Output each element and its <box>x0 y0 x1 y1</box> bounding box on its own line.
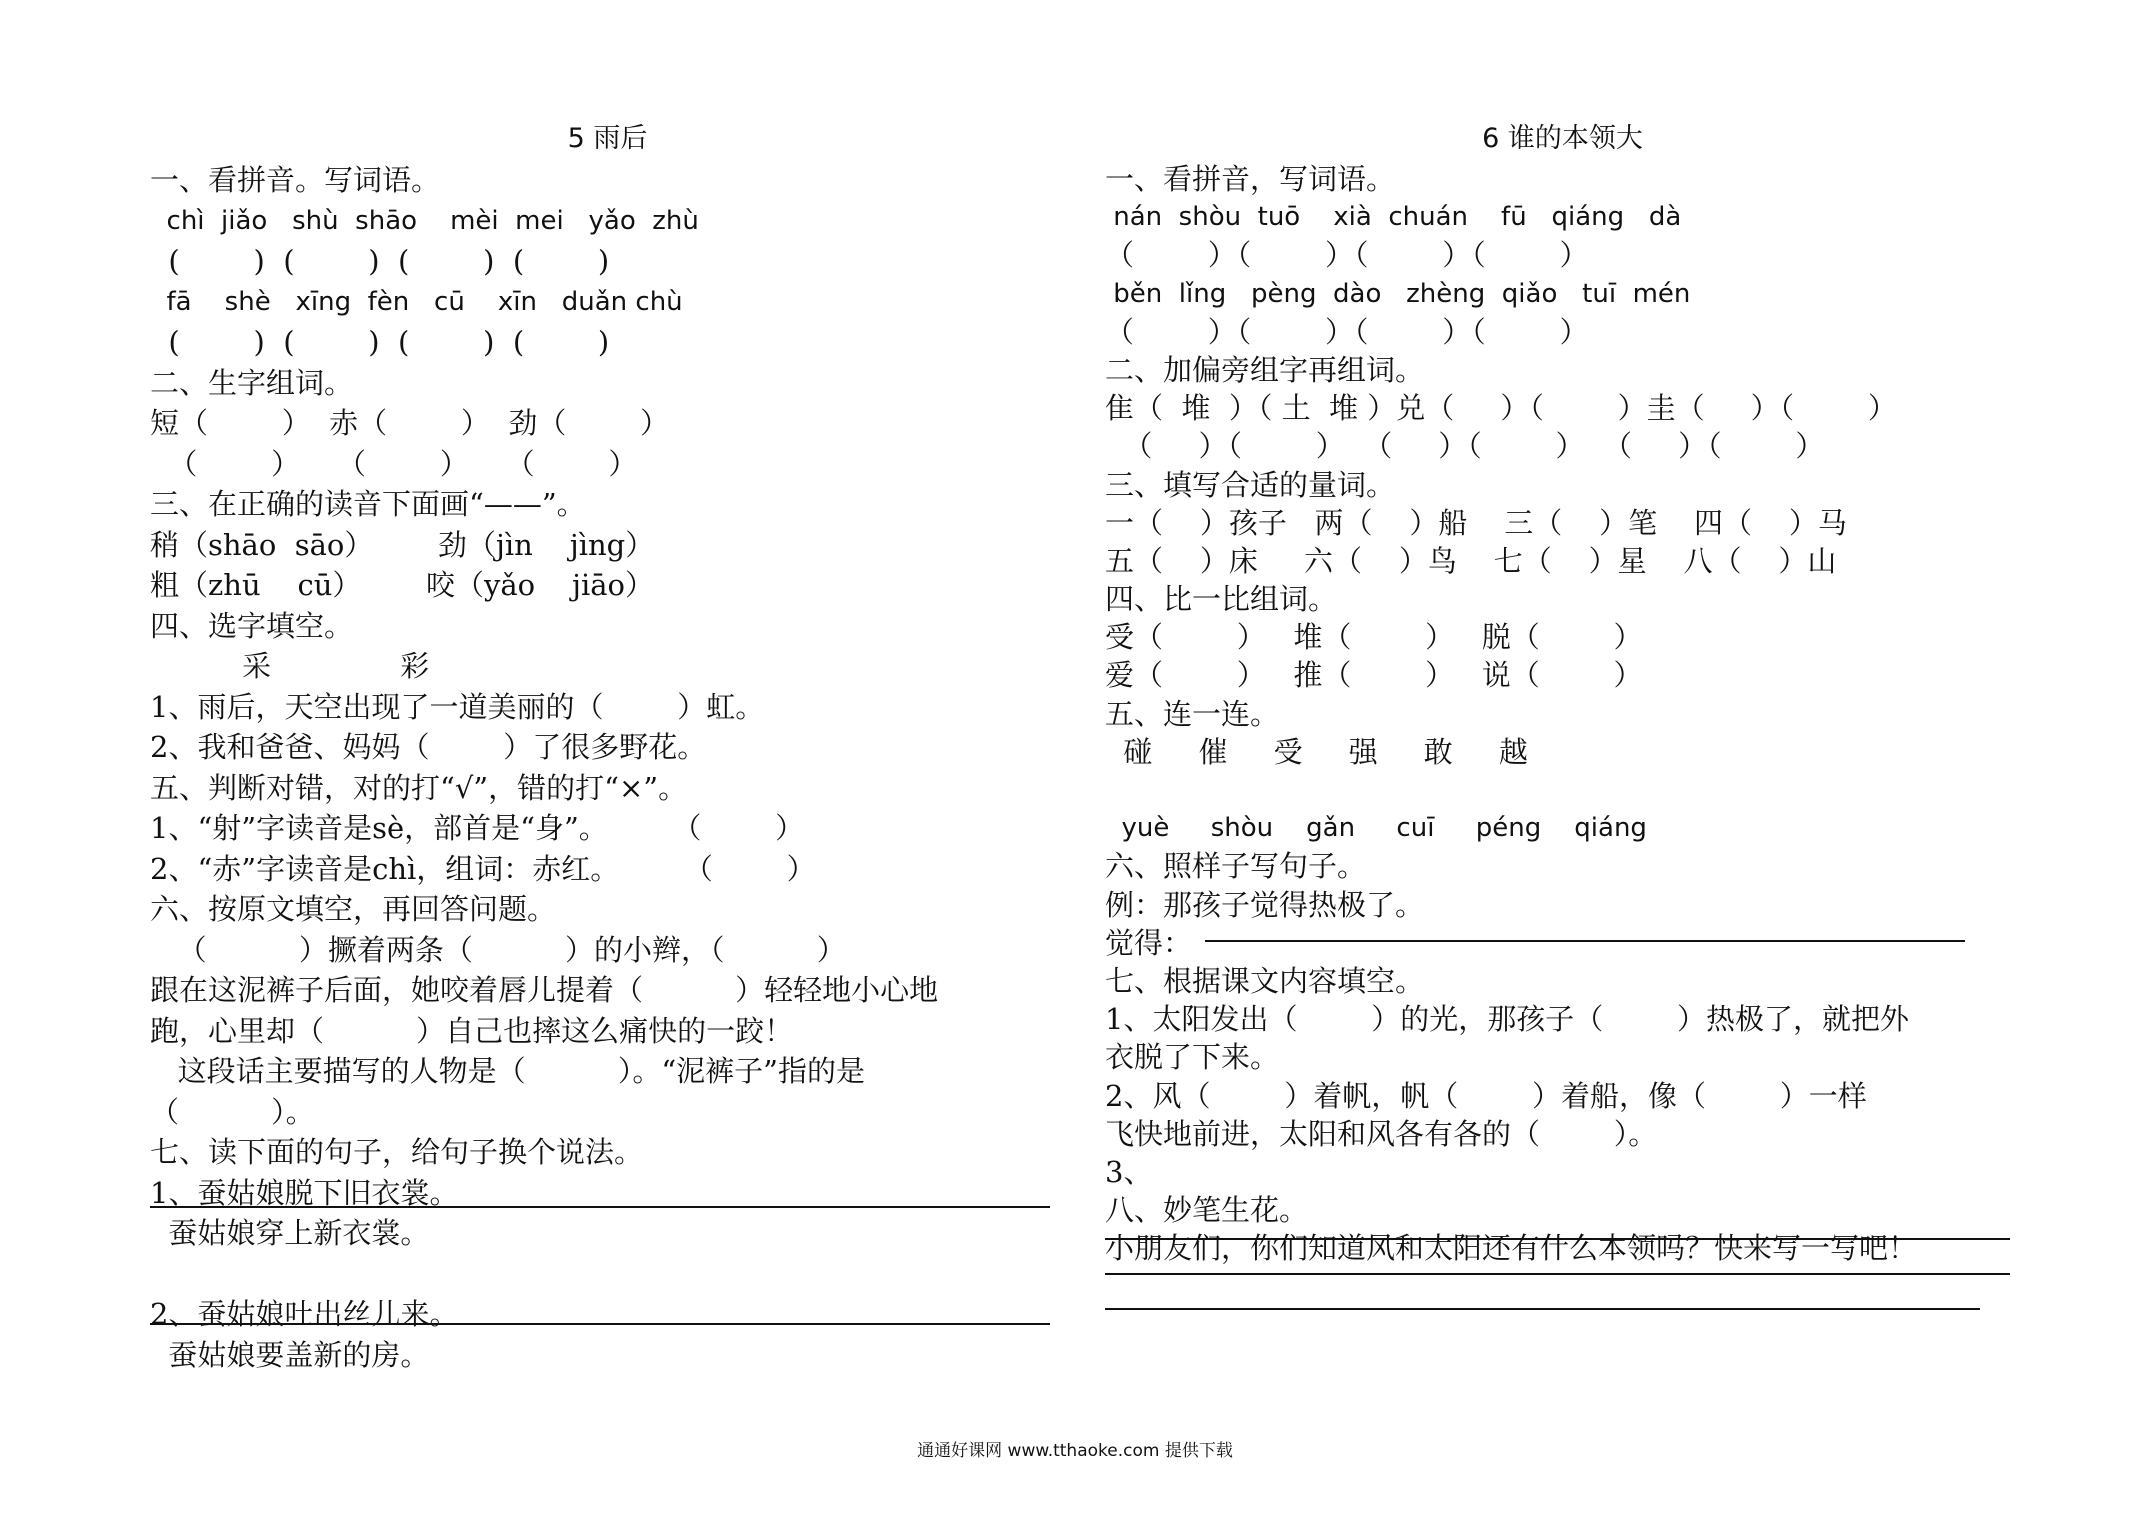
worksheet-line: 四、比一比组词。 <box>1105 582 1338 617</box>
worksheet-line: 1、雨后，天空出现了一道美丽的（ ）虹。 <box>150 689 765 724</box>
worksheet-line: 三、在正确的读音下面画“——”。 <box>150 487 586 521</box>
worksheet-line: 二、加偏旁组字再组词。 <box>1105 352 1425 387</box>
worksheet-line: 例：那孩子觉得热极了。 <box>1105 887 1425 922</box>
worksheet-line: 衣脱了下来。 <box>1105 1040 1280 1075</box>
worksheet-line: 稍（shāo sāo） 劲（jìn jìng） <box>150 527 655 562</box>
worksheet-line: běn lǐng pèng dào zhèng qiǎo tuī mén <box>1105 278 1691 309</box>
answer-line-2 <box>150 1323 1050 1325</box>
lesson-title: 5 雨后 <box>567 123 648 154</box>
worksheet-line: 六、按原文填空，再回答问题。 <box>150 892 557 926</box>
writing-line-1 <box>1105 1238 2010 1240</box>
writing-line-2 <box>1105 1273 2010 1275</box>
worksheet-line: 一、看拼音。写词语。 <box>150 163 441 197</box>
worksheet-line: 3、 <box>1105 1154 1153 1189</box>
worksheet-line: 受（ ） 堆（ ） 脱（ ） <box>1105 620 1643 655</box>
worksheet-line: 采 彩 <box>150 649 430 683</box>
footer-source: 通通好课网 www.tthaoke.com 提供下载 <box>917 1441 1233 1461</box>
worksheet-line: 隹（ 堆 ）（ 土 堆 ）兑（ ）（ ）圭（ ）（ ） <box>1105 391 1897 426</box>
worksheet-line: fā shè xīng fèn cū xīn duǎn chù <box>150 286 683 317</box>
worksheet-line: 这段话主要描写的人物是（ ）。“泥裤子”指的是 <box>150 1054 865 1088</box>
worksheet-line <box>1105 771 2020 809</box>
worksheet-line: 二、生字组词。 <box>150 365 354 400</box>
worksheet-line: 粗（zhū cū） 咬（yǎo jiāo） <box>150 568 654 602</box>
worksheet-line: 八、妙笔生花。 <box>1105 1193 1309 1228</box>
worksheet-line: 1、蚕姑娘脱下旧衣裳。 <box>150 1175 459 1210</box>
worksheet-line: 1、太阳发出（ ）的光，那孩子（ ）热极了，就把外 <box>1105 1002 1909 1037</box>
worksheet-line: 2、“赤”字读音是chì，组词：赤红。 （ ） <box>150 851 816 886</box>
worksheet-line: 小朋友们，你们知道风和太阳还有什么本领吗？快来写一写吧！ <box>1105 1231 1918 1266</box>
worksheet-line <box>150 1254 1065 1295</box>
writing-line-3 <box>1105 1308 1980 1310</box>
worksheet-line: 六、照样子写句子。 <box>1105 849 1367 884</box>
answer-line-1 <box>150 1206 1050 1208</box>
worksheet-line: 五（ ）床 六（ ）鸟 七（ ）星 八（ ）山 <box>1105 543 1837 578</box>
worksheet-line: （ ）撅着两条（ ）的小辫，（ ） <box>150 932 846 967</box>
sentence-answer-line <box>1205 940 1965 942</box>
worksheet-line: 飞快地前进，太阳和风各有各的（ ）。 <box>1105 1116 1658 1151</box>
worksheet-line: 1、“射”字读音是sè，部首是“身”。 （ ） <box>150 811 805 845</box>
worksheet-line: 觉得： <box>1105 925 1193 960</box>
worksheet-line: 2、我和爸爸、妈妈（ ）了很多野花。 <box>150 730 707 764</box>
worksheet-line: （ ） （ ） （ ） <box>150 446 638 481</box>
worksheet-line <box>150 1375 1065 1416</box>
worksheet-line: 2、风（ ）着帆，帆（ ）着船，像（ ）一样 <box>1105 1078 1867 1113</box>
right-lines <box>1105 160 2020 1267</box>
worksheet-line: 蚕姑娘要盖新的房。 <box>150 1337 430 1372</box>
worksheet-line: ( ) ( ) ( ) ( ) <box>150 325 610 359</box>
worksheet-line: （ ）（ ） （ ）（ ） （ ）（ ） <box>1105 429 1825 464</box>
lesson-title: 6 谁的本领大 <box>1482 123 1643 154</box>
worksheet-line: nán shòu tuō xià chuán fū qiáng dà <box>1105 202 1682 233</box>
left-lines <box>150 160 1065 1416</box>
worksheet-line: 跟在这泥裤子后面，她咬着唇儿提着（ ）轻轻地小心地 <box>150 973 939 1007</box>
worksheet-line: 碰 催 受 强 敢 越 <box>1105 734 1528 769</box>
worksheet-line: 一（ ）孩子 两（ ）船 三（ ）笔 四（ ）马 <box>1105 505 1847 540</box>
worksheet-line: 七、根据课文内容填空。 <box>1105 963 1425 998</box>
worksheet-left-lesson-5 <box>150 118 1065 1416</box>
worksheet-line: 爱（ ） 推（ ） 说（ ） <box>1105 658 1643 693</box>
worksheet-line: 五、连一连。 <box>1105 696 1280 731</box>
worksheet-line: ( ) ( ) ( ) ( ) <box>150 244 610 278</box>
worksheet-line: chì jiǎo shù shāo mèi mei yǎo zhù <box>150 205 699 236</box>
worksheet-line: 短（ ） 赤（ ） 劲（ ） <box>150 406 670 440</box>
worksheet-line: 三、填写合适的量词。 <box>1105 467 1396 502</box>
worksheet-line: 2、蚕姑娘吐出丝儿来。 <box>150 1297 459 1331</box>
worksheet-line: 四、选字填空。 <box>150 608 354 643</box>
worksheet-line: yuè shòu gǎn cuī péng qiáng <box>1105 813 1647 844</box>
worksheet-line: （ ）（ ）（ ）（ ） <box>1105 314 1589 349</box>
worksheet-line: （ ）（ ）（ ）（ ） <box>1105 238 1589 273</box>
worksheet-line: 蚕姑娘穿上新衣裳。 <box>150 1216 430 1250</box>
worksheet-line: （ ）。 <box>150 1094 315 1129</box>
worksheet-line: 一、看拼音，写词语。 <box>1105 162 1396 196</box>
worksheet-line: 跑，心里却（ ）自己也摔这么痛快的一跤！ <box>150 1013 794 1048</box>
worksheet-right-lesson-6 <box>1105 118 2020 1267</box>
worksheet-line: 七、读下面的句子，给句子换个说法。 <box>150 1135 644 1169</box>
worksheet-line: 五、判断对错，对的打“√”，错的打“×”。 <box>150 770 688 805</box>
